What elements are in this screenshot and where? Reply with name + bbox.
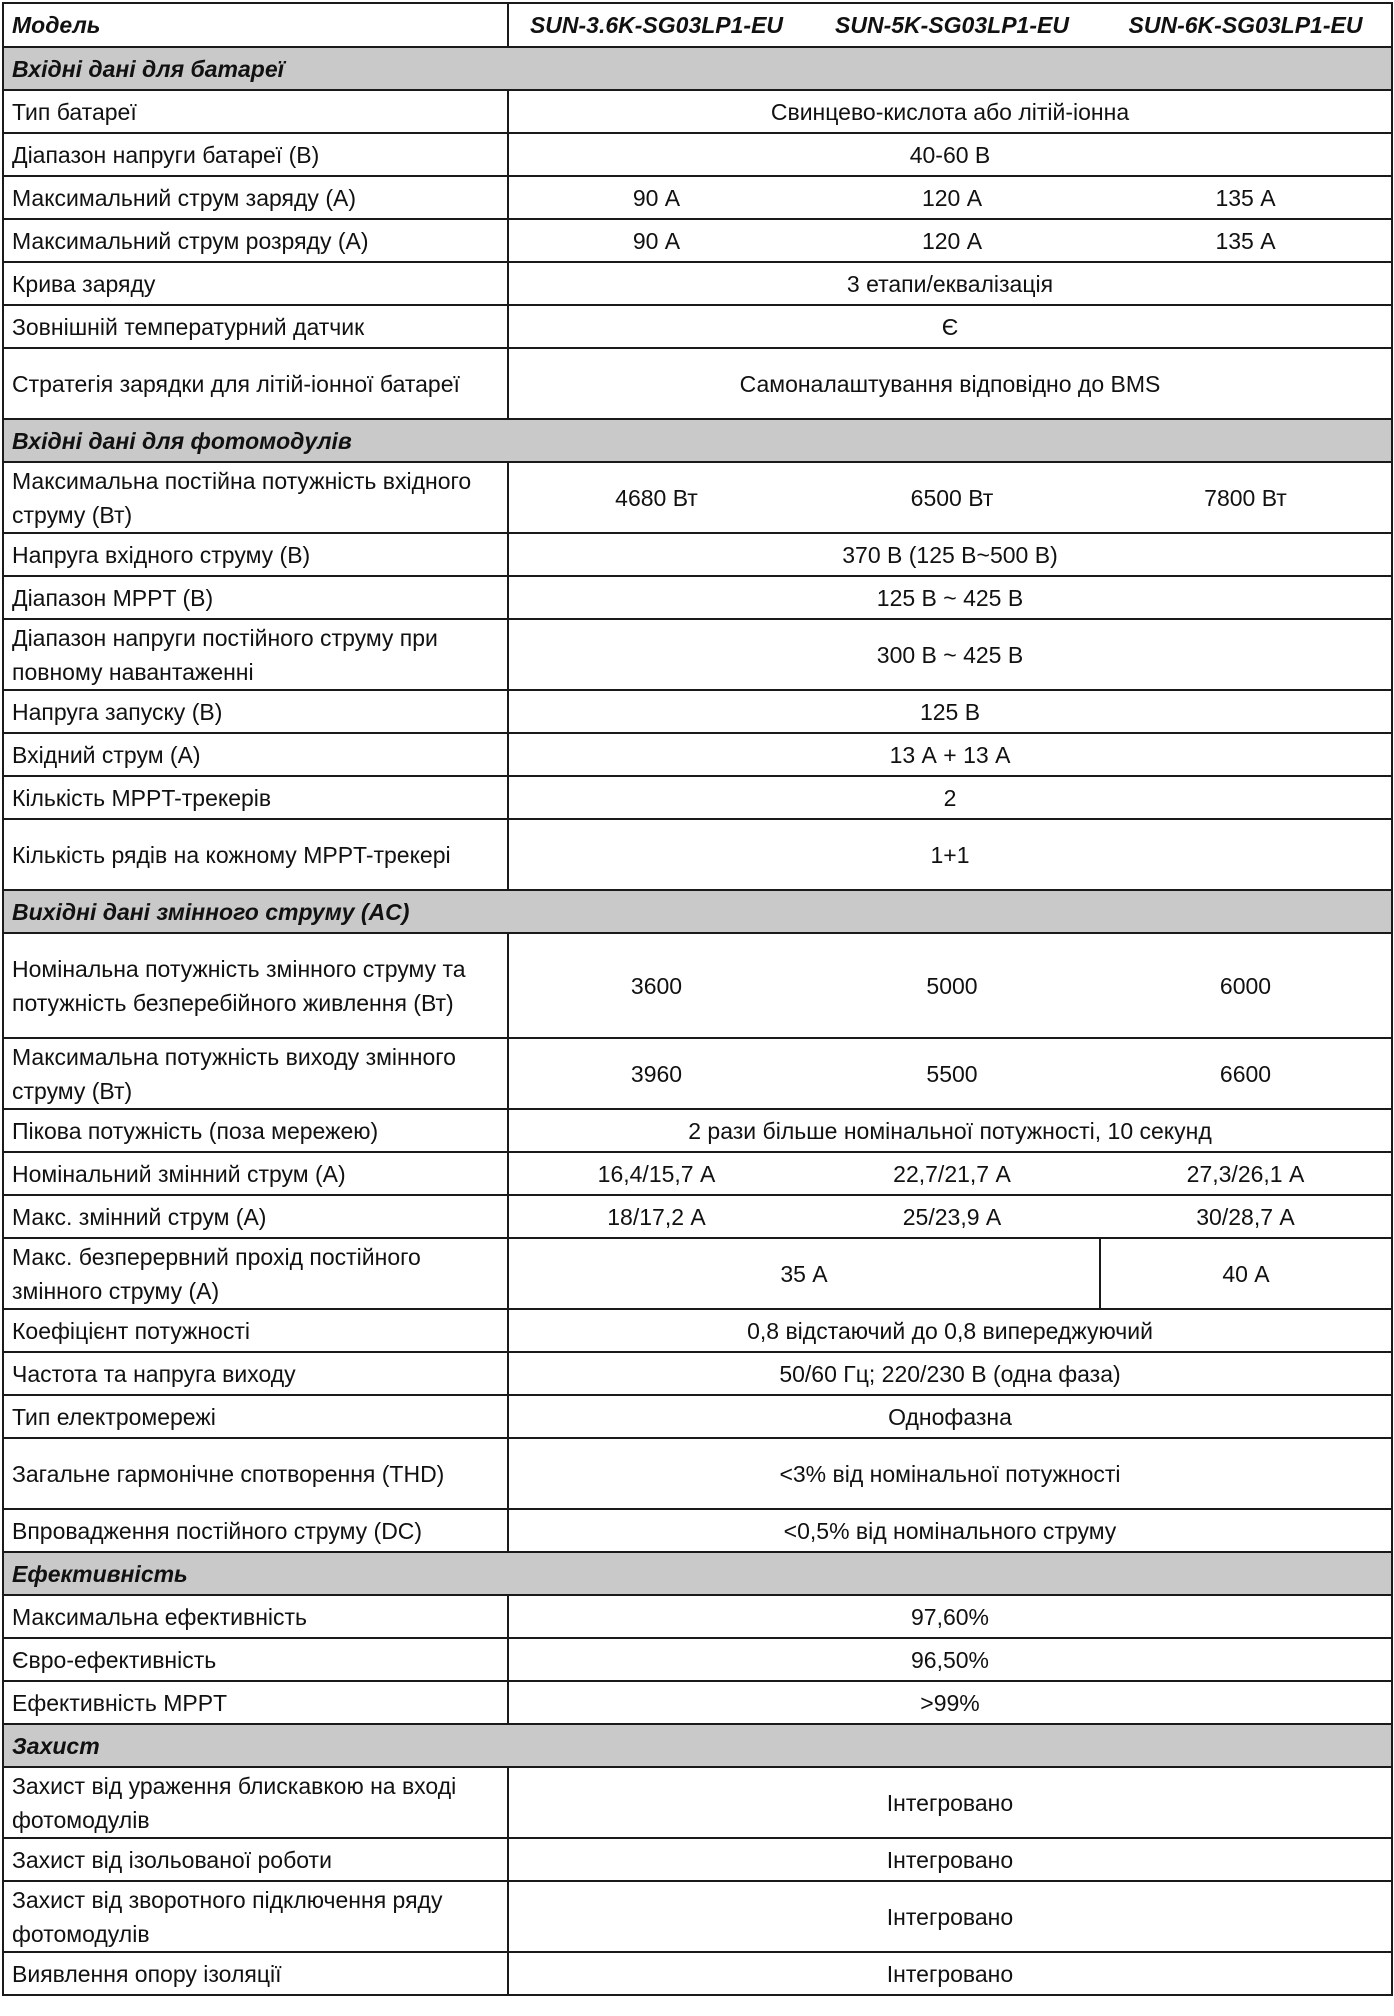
row-value: 40 А [1100,1238,1392,1309]
row-value: 4680 Вт [508,462,804,533]
row-value: 370 В (125 В~500 В) [508,533,1392,576]
table-row [3,1238,1392,1309]
row-value: 5000 [804,933,1100,1038]
row-label: Загальне гармонічне спотворення (THD) [3,1438,508,1509]
row-value: 2 рази більше номінальної потужності, 10 секунд [508,1109,1392,1152]
row-label: Максимальна постійна потужність вхідного струму (Вт) [3,462,508,533]
row-value: 6500 Вт [804,462,1100,533]
row-value: 120 А [804,176,1100,219]
table-row [3,619,1392,690]
row-value: 90 А [508,176,804,219]
row-value: 16,4/15,7 А [508,1152,804,1195]
row-value: Інтегровано [508,1838,1392,1881]
row-value: <0,5% від номінального струму [508,1509,1392,1552]
table-row [3,1352,1392,1395]
table-row [3,176,1392,219]
row-value: 30/28,7 А [1100,1195,1392,1238]
row-label: Частота та напруга виходу [3,1352,508,1395]
table-row [3,733,1392,776]
row-value: 6600 [1100,1038,1392,1109]
row-value: 22,7/21,7 А [804,1152,1100,1195]
row-value: 120 А [804,219,1100,262]
row-value: 27,3/26,1 А [1100,1152,1392,1195]
row-label: Вхідний струм (А) [3,733,508,776]
table-row [3,533,1392,576]
table-row [3,576,1392,619]
row-value: Інтегровано [508,1881,1392,1952]
row-label: Макс. змінний струм (А) [3,1195,508,1238]
table-row [3,462,1392,533]
table-row [3,1438,1392,1509]
row-value: <3% від номінальної потужності [508,1438,1392,1509]
table-row [3,1881,1392,1952]
table-row [3,1152,1392,1195]
section-title: Ефективність [3,1552,1392,1595]
section-title: Вхідні дані для фотомодулів [3,419,1392,462]
row-label: Максимальна ефективність [3,1595,508,1638]
row-value: >99% [508,1681,1392,1724]
model-name: SUN-5K-SG03LP1-EU [804,3,1100,47]
section-battery [3,47,1392,90]
row-value: 90 А [508,219,804,262]
row-value: Однофазна [508,1395,1392,1438]
section-ac [3,890,1392,933]
row-label: Номінальна потужність змінного струму та потужність безперебійного живлення (Вт) [3,933,508,1038]
row-label: Тип батареї [3,90,508,133]
row-label: Захист від ізольованої роботи [3,1838,508,1881]
row-value: 40-60 В [508,133,1392,176]
table-row [3,1509,1392,1552]
table-row [3,348,1392,419]
row-label: Пікова потужність (поза мережею) [3,1109,508,1152]
table-row [3,1195,1392,1238]
table-row [3,1309,1392,1352]
row-value: Є [508,305,1392,348]
table-row [3,133,1392,176]
table-row [3,90,1392,133]
row-value: 1+1 [508,819,1392,890]
table-row [3,219,1392,262]
section-title: Вихідні дані змінного струму (AC) [3,890,1392,933]
row-label: Макс. безперервний прохід постійного змінного струму (А) [3,1238,508,1309]
table-row [3,262,1392,305]
table-row [3,1395,1392,1438]
row-label: Кількість рядів на кожному MPPT-трекері [3,819,508,890]
row-value: 50/60 Гц; 220/230 В (одна фаза) [508,1352,1392,1395]
row-value: Самоналаштування відповідно до BMS [508,348,1392,419]
table-row [3,933,1392,1038]
row-label: Впровадження постійного струму (DC) [3,1509,508,1552]
table-row [3,1952,1392,1995]
table-row [3,690,1392,733]
row-label: Стратегія зарядки для літій-іонної батареї [3,348,508,419]
row-label: Кількість MPPT-трекерів [3,776,508,819]
row-value: 13 А + 13 А [508,733,1392,776]
row-label: Максимальна потужність виходу змінного струму (Вт) [3,1038,508,1109]
table-row [3,1595,1392,1638]
table-row [3,1109,1392,1152]
section-title: Вхідні дані для батареї [3,47,1392,90]
row-value: 3960 [508,1038,804,1109]
model-label: Модель [3,3,508,47]
row-value: 3600 [508,933,804,1038]
row-label: Захист від ураження блискавкою на вході фотомодулів [3,1767,508,1838]
model-name: SUN-6K-SG03LP1-EU [1100,3,1392,47]
model-name: SUN-3.6K-SG03LP1-EU [508,3,804,47]
row-label: Максимальний струм розряду (А) [3,219,508,262]
section-pv [3,419,1392,462]
row-label: Діапазон напруги постійного струму при повному навантаженні [3,619,508,690]
row-value: 96,50% [508,1638,1392,1681]
spec-table [2,2,1393,1996]
table-row [3,1038,1392,1109]
section-protection [3,1724,1392,1767]
row-value: 135 А [1100,176,1392,219]
row-label: Напруга вхідного струму (В) [3,533,508,576]
row-value: 300 В ~ 425 В [508,619,1392,690]
row-label: Коефіцієнт потужності [3,1309,508,1352]
section-title: Захист [3,1724,1392,1767]
row-value: 97,60% [508,1595,1392,1638]
row-label: Євро-ефективність [3,1638,508,1681]
section-efficiency [3,1552,1392,1595]
table-row [3,1638,1392,1681]
table-row [3,776,1392,819]
row-value: Інтегровано [508,1767,1392,1838]
row-value: 6000 [1100,933,1392,1038]
row-label: Виявлення опору ізоляції [3,1952,508,1995]
row-label: Напруга запуску (В) [3,690,508,733]
row-value: Інтегровано [508,1952,1392,1995]
row-label: Ефективність MPPT [3,1681,508,1724]
table-row [3,1681,1392,1724]
row-label: Крива заряду [3,262,508,305]
table-row [3,819,1392,890]
row-label: Діапазон MPPT (В) [3,576,508,619]
table-row [3,305,1392,348]
table-row [3,1838,1392,1881]
row-label: Захист від зворотного підключення ряду фотомодулів [3,1881,508,1952]
row-value: 7800 Вт [1100,462,1392,533]
row-label: Тип електромережі [3,1395,508,1438]
row-value: Свинцево-кислота або літій-іонна [508,90,1392,133]
row-value: 5500 [804,1038,1100,1109]
row-value: 2 [508,776,1392,819]
row-value: 25/23,9 А [804,1195,1100,1238]
row-value: 3 етапи/еквалізація [508,262,1392,305]
row-value: 125 В ~ 425 В [508,576,1392,619]
row-value: 18/17,2 А [508,1195,804,1238]
row-value: 35 А [508,1238,1100,1309]
row-value: 125 В [508,690,1392,733]
row-value: 0,8 відстаючий до 0,8 випереджуючий [508,1309,1392,1352]
row-label: Зовнішній температурний датчик [3,305,508,348]
row-label: Номінальний змінний струм (А) [3,1152,508,1195]
header-row [3,3,1392,47]
row-value: 135 А [1100,219,1392,262]
row-label: Діапазон напруги батареї (В) [3,133,508,176]
row-label: Максимальний струм заряду (А) [3,176,508,219]
table-row [3,1767,1392,1838]
